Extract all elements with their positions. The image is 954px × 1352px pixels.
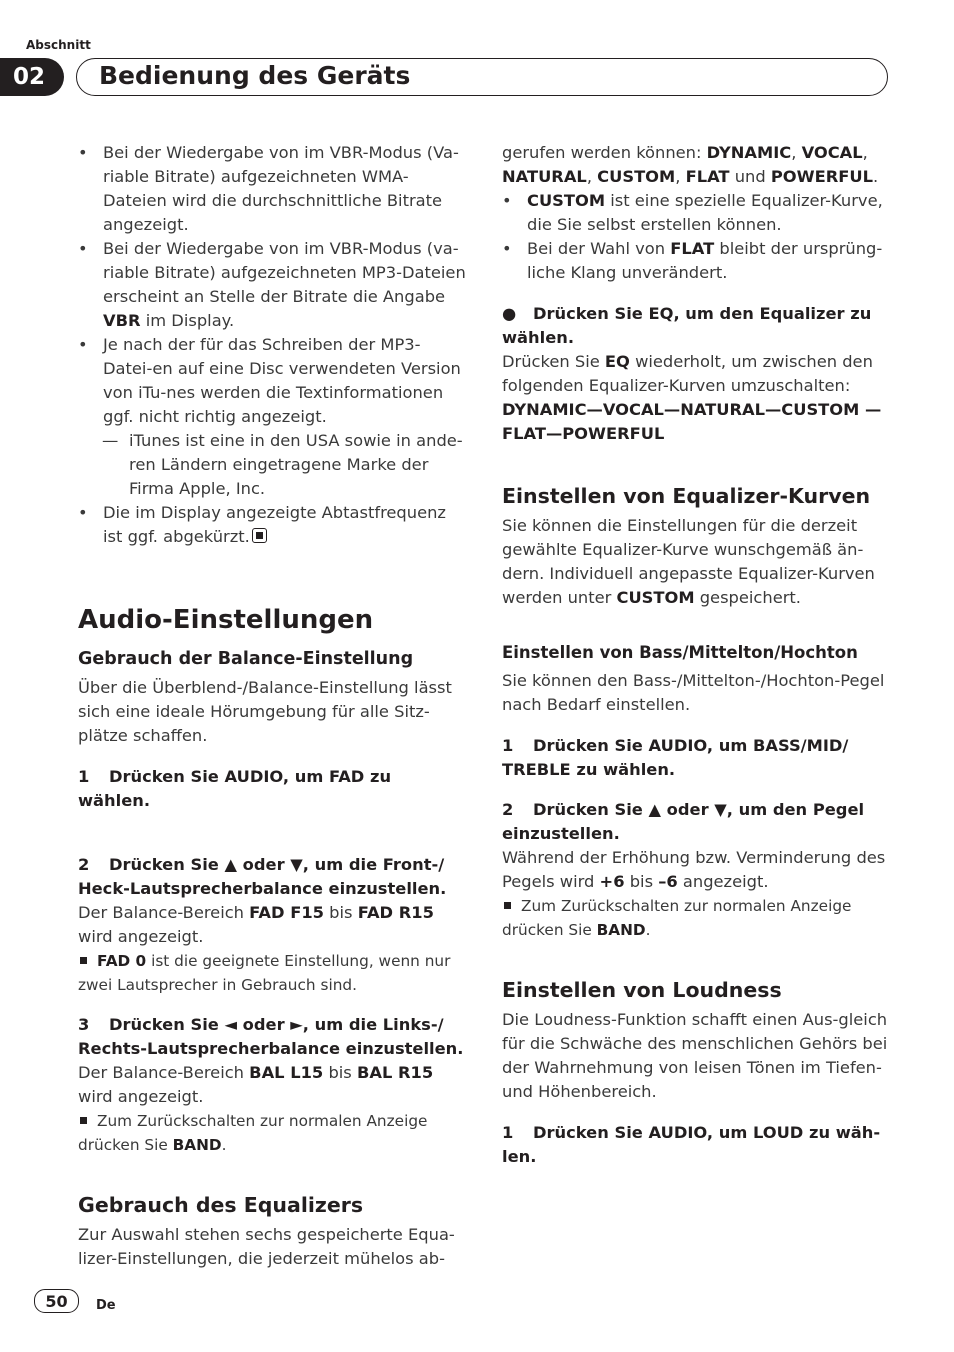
language-code: De	[96, 1298, 116, 1313]
right-column	[502, 141, 890, 1169]
heading-bass-mid-treble: Einstellen von Bass/Mittelton/Hochton	[502, 643, 858, 662]
heading-balance: Gebrauch der Balance-Einstellung	[78, 649, 414, 669]
bullet-sampling-frequency: • Die im Display angezeigte Abtastfrequenz ist ggf. abgekürzt.	[78, 503, 446, 546]
section-title-box	[76, 58, 888, 96]
heading-equalizer-curves: Einstellen von Equalizer-Kurven	[502, 484, 871, 508]
loudness-description: Die Loudness-Funktion schafft einen Aus-gleich für die Schwäche des menschlichen Gehörs bei der Wahrnehmung von leisen Tönen im Tiefen- und Höhenbereich.	[502, 1010, 888, 1101]
equalizer-sequence: DYNAMIC—VOCAL—NATURAL—CUSTOM —FLAT—POWERFUL	[502, 400, 882, 443]
bullet-mp3-vbr: • Bei der Wiedergabe von im VBR-Modus (va-riable Bitrate) aufgezeichneten MP3-Dateien erscheint an Stelle der Bitrate die Angabe VBR im Display.	[78, 239, 466, 330]
left-column	[78, 141, 466, 1271]
step-3-range: Der Balance-Bereich BAL L15 bis BAL R15 wird angezeigt.	[78, 1063, 434, 1106]
bmt-description: Sie können den Bass-/Mittelton-/Hochton-Pegel nach Bedarf einstellen.	[502, 671, 885, 714]
step-1-loud: 1 Drücken Sie AUDIO, um LOUD zu wäh-len.	[502, 1123, 881, 1166]
page-number: 50	[34, 1289, 79, 1313]
heading-equalizer-use: Gebrauch des Equalizers	[78, 1193, 364, 1217]
step-1-fad: 1 Drücken Sie AUDIO, um FAD zu wählen.	[78, 767, 392, 810]
heading-loudness: Einstellen von Loudness	[502, 978, 782, 1002]
step-2-level: 2 Drücken Sie ▲ oder ▼, um den Pegel einzustellen.	[502, 800, 865, 843]
step-3-left-right: 3 Drücken Sie ◄ oder ►, um die Links-/ Rechts-Lautsprecherbalance einzustellen.	[78, 1015, 464, 1058]
step-2-range: Der Balance-Bereich FAD F15 bis FAD R15 wird angezeigt.	[78, 903, 434, 946]
balance-description: Über die Überblend-/Balance-Einstellung lässt sich eine ideale Hörumgebung für alle Sitz-plätze schaffen.	[78, 678, 452, 745]
bullet-flat: • Bei der Wahl von FLAT bleibt der ursprüng-liche Klang unverändert.	[502, 239, 883, 282]
step-select-equalizer: ● Drücken Sie EQ, um den Equalizer zu wählen.	[502, 304, 872, 347]
bullet-wma-vbr: • Bei der Wiedergabe von im VBR-Modus (Va-riable Bitrate) aufgezeichneten WMA-Dateien wird die durchschnittliche Bitrate angezeigt.	[78, 143, 459, 234]
step-1-bass-mid-treble: 1 Drücken Sie AUDIO, um BASS/MID/ TREBLE zu wählen.	[502, 736, 849, 779]
note-square-icon	[80, 957, 87, 964]
step-2-front-rear: 2 Drücken Sie ▲ oder ▼, um die Front-/ Heck-Lautsprecherbalance einzustellen.	[78, 855, 447, 898]
equalizer-cycle-description: Drücken Sie EQ wiederholt, um zwischen den folgenden Equalizer-Kurven umzuschalten:	[502, 352, 873, 395]
note-square-icon	[80, 1117, 87, 1124]
section-label: Abschnitt	[26, 38, 91, 52]
bullet-itunes-version: • Je nach der für das Schreiben der MP3-Datei-en auf eine Disc verwendeten Version von iTu-nes werden die Textinformationen ggf. nicht richtig angezeigt.	[78, 335, 461, 426]
step-2-note: FAD 0 ist die geeignete Einstellung, wenn nur zwei Lautsprecher in Gebrauch sind.	[78, 952, 451, 994]
bullet-custom: • CUSTOM ist eine spezielle Equalizer-Kurve, die Sie selbst erstellen können.	[502, 191, 883, 234]
level-range: Während der Erhöhung bzw. Verminderung des Pegels wird +6 bis –6 angezeigt.	[502, 848, 886, 891]
dash-itunes-trademark: — iTunes ist eine in den USA sowie in ande-ren Ländern eingetragene Marke der Firma Apple, Inc.	[102, 431, 463, 498]
equalizer-presets-list: gerufen werden können: DYNAMIC, VOCAL, NATURAL, CUSTOM, FLAT und POWERFUL.	[502, 143, 879, 186]
end-of-section-icon	[252, 528, 267, 543]
step-3-note: Zum Zurückschalten zur normalen Anzeige drücken Sie BAND.	[78, 1112, 428, 1154]
section-number-badge: 02	[0, 58, 64, 96]
section-title: Bedienung des Geräts	[99, 61, 411, 90]
equalizer-description: Zur Auswahl stehen sechs gespeicherte Equa-lizer-Einstellungen, die jederzeit mühelos ab-	[78, 1225, 455, 1268]
heading-audio-settings: Audio-Einstellungen	[78, 605, 374, 635]
level-note: Zum Zurückschalten zur normalen Anzeige drücken Sie BAND.	[502, 897, 852, 939]
curves-description: Sie können die Einstellungen für die derzeit gewählte Equalizer-Kurve wunschgemäß än-dern. Individuell angepasste Equalizer-Kurven werden unter CUSTOM gespeichert.	[502, 516, 875, 607]
note-square-icon	[504, 902, 511, 909]
